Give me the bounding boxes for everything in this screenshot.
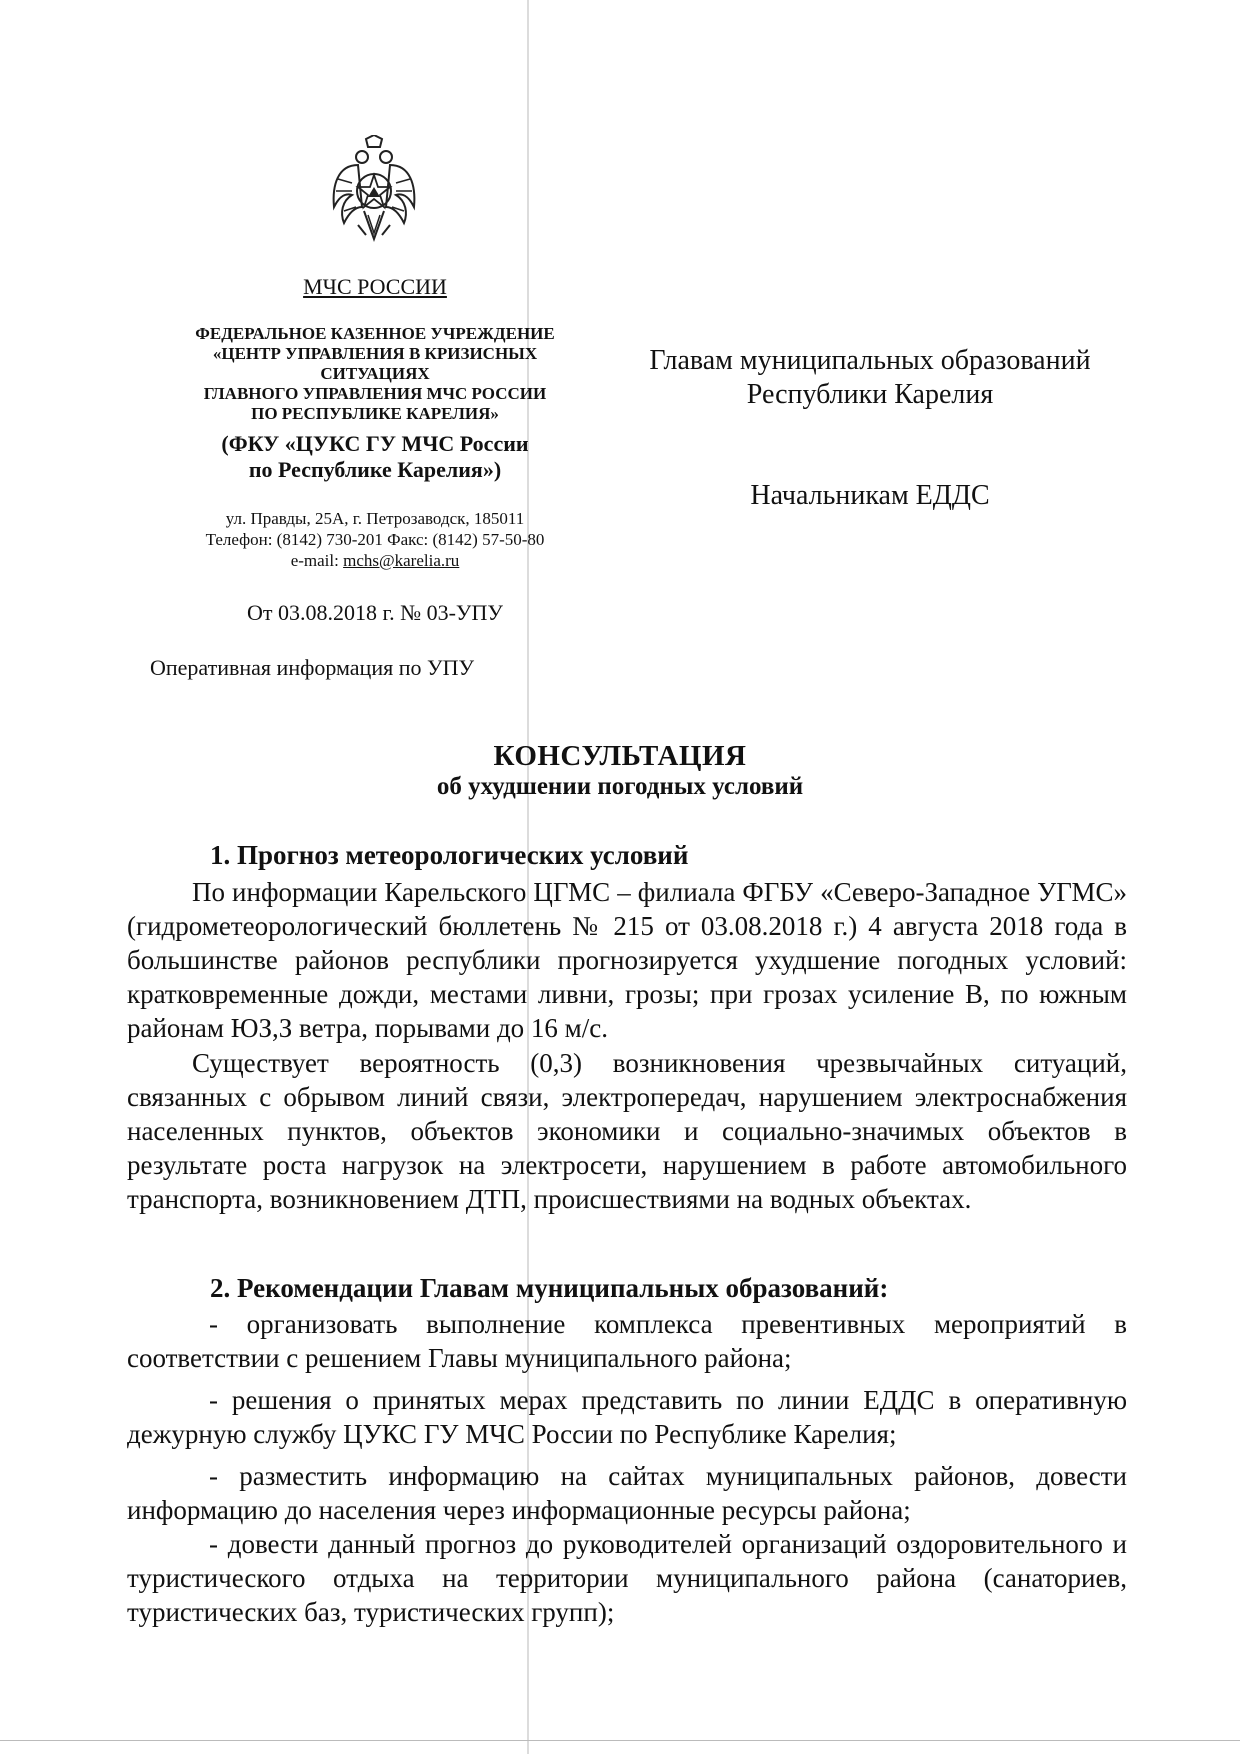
agency-name: МЧС РОССИИ [303,274,447,299]
document-title: КОНСУЛЬТАЦИЯ [493,740,747,772]
organization-name: ФЕДЕРАЛЬНОЕ КАЗЕННОЕ УЧРЕЖДЕНИЕ «ЦЕНТР УПРАВЛЕНИЯ В КРИЗИСНЫХ СИТУАЦИЯХ ГЛАВНОГО УПРАВЛЕНИЯ МЧС РОССИИ ПО РЕСПУБЛИКЕ КАРЕЛИЯ» [195,324,555,423]
email-label: e-mail: [290,551,344,570]
recommendation-item: - решения о принятых мерах представить по линии ЕДДС в оперативную дежурную службу ЦУКС ГУ МЧС России по Республике Карелия; [127,1385,1127,1449]
organization-abbreviation: (ФКУ «ЦУКС ГУ МЧС России по Республике Карелия») [221,431,529,482]
document-subtitle: об ухудшении погодных условий [436,773,804,800]
recommendation-item: - довести данный прогноз до руководителей организаций оздоровительного и туристического отдыха на территории муниципального района (санаториев, туристических баз, туристических групп); [127,1529,1127,1627]
section-1-heading: 1. Прогноз метеорологических условий [210,840,689,870]
document-subject: Оперативная информация по УПУ [150,655,475,680]
section-1-paragraph-2: Существует вероятность (0,3) возникновения чрезвычайных ситуаций, связанных с обрывом линий связи, электропередач, нарушением электроснабжения населенных пунктов, объектов экономики и социально-значимых объектов в результате роста нагрузок на электросети, нарушением в работе автомобильного транспорта, возникновением ДТП, происшествиями на водных объектах. [127,1048,1127,1214]
email-line [150,550,600,571]
mchs-emblem-icon [328,135,420,245]
section-1-paragraph-1: По информации Карельского ЦГМС – филиала ФГБУ «Северо-Западное УГМС» (гидрометеорологический бюллетень № 215 от 03.08.2018 г.) 4 августа 2018 года в большинстве районов республики прогнозируется ухудшение погодных условий: кратковременные дожди, местами ливни, грозы; при грозах усиление В, по южным районам ЮЗ,З ветра, порывами до 16 м/с. [127,877,1127,1043]
address-line: ул. Правды, 25А, г. Петрозаводск, 185011 [225,509,525,528]
page-bottom-edge [0,1740,1240,1741]
section-2-heading: 2. Рекомендации Главам муниципальных образований: [210,1273,889,1303]
document-number: От 03.08.2018 г. № 03-УПУ [247,600,503,625]
recipient-line-3: Начальникам ЕДДС [750,480,990,511]
contact-block [150,508,600,571]
recipients-block [620,344,1120,412]
recommendation-item: - организовать выполнение комплекса превентивных мероприятий в соответствии с решением Главы муниципального района; [127,1309,1127,1373]
phone-line: Телефон: (8142) 730-201 Факс: (8142) 57-50-80 [205,530,545,549]
recipient-line-2: Республики Карелия [746,379,994,410]
email-link[interactable]: mchs@karelia.ru [343,551,460,570]
recommendation-item: - разместить информацию на сайтах муниципальных районов, довести информацию до населения через информационные ресурсы района; [127,1461,1127,1525]
recipient-line-1: Главам муниципальных образований [649,345,1091,376]
